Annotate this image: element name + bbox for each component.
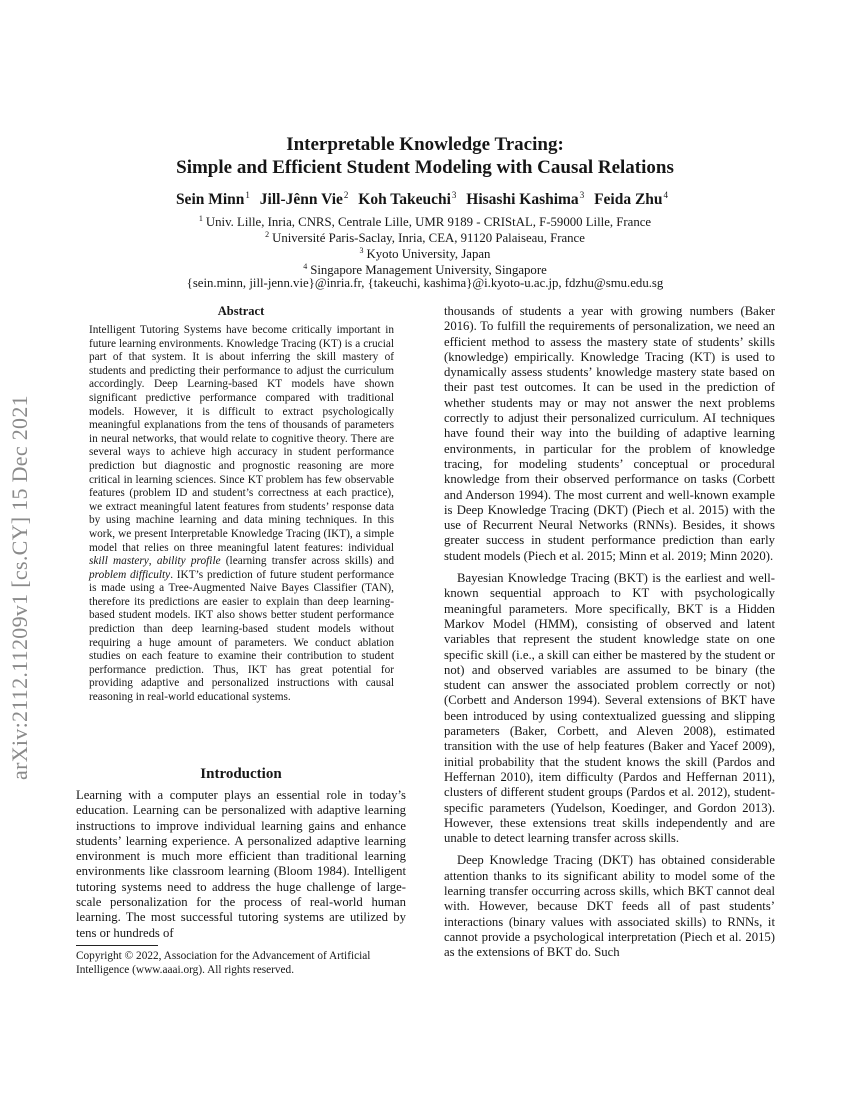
author-mark: 2 — [343, 190, 349, 200]
author-mark: 3 — [579, 190, 585, 200]
paragraph: Bayesian Knowledge Tracing (BKT) is the earliest and well-known sequential approach to KT with psychologically meaningful parameters. More specifically, BKT is a Hidden Markov Model (HMM), consisting of observed and latent variables that represent the student knowledge state on one specific skill (i.e., a skill can either be mastered by the student or not) and observed variables are assumed to be binary (the student can answer the associated problem correctly or not) (Corbett and Anderson 1994). Several extensions of BKT have been introduced by using contextualized guessing and slipping parameters (Baker, Corbett, and Aleven 2008), estimated transition with the use of help features (Baker and Yacef 2009), initial probability that the student knows the skill (Pardos and Heffernan 2010), item difficulty (Pardos and Heffernan 2011), clusters of different student groups (Pardos et al. 2012), student-specific parameters (Yudelson, Koedinger, and Gordon 2013). However, these extensions treat skills independently and are unable to detect learning transfer across skills. — [444, 571, 775, 846]
arxiv-identifier: arXiv:2112.11209v1 [cs.CY] 15 Dec 2021 — [7, 395, 32, 780]
paragraph: Deep Knowledge Tracing (DKT) has obtained considerable attention thanks to its significant ability to model some of the learning transfer occurring across skills, which BKT cannot deal with. However, because DKT feeds all of past students’ interactions (binary values with associated skills) to RNNs, it cannot provide a psychological interpretation (Piech et al. 2015) as the extensions of BKT do. Such — [444, 853, 775, 960]
abstract-text: . IKT’s prediction of future student performance is made using a Tree-Augmented Naive Bayes Classifier (TAN), therefore its predictions are easier to explain than deep learning-based student models. IKT also shows better student performance prediction than deep learning-based student models without requiring a huge amount of parameters. We conduct ablation studies on each feature to examine their contribution to student performance prediction. Thus, IKT has great potential for providing adaptive and personalized instructions with causal reasoning in real-world educational systems. — [89, 568, 394, 704]
footnote-divider — [76, 945, 158, 946]
affiliation-mark: 3 — [359, 246, 364, 255]
paragraph: thousands of students a year with growing numbers (Baker 2016). To fulfill the requirements of personalization, we need an efficient method to assess the mastery state of students’ skills (knowledge) empirically. Knowledge Tracing (KT) is used to dynamically assess students’ knowledge mastery state based on their past test outcomes. It can be used in the prediction of whether students may or may not answer the next problems correctly to adjust their personalized curriculum. AI techniques have found their way into the building of adaptive learning environments, in particular for the problem of knowledge tracing, for modeling students’ conceptual or procedural knowledge from their observed performance on tasks (Corbett and Anderson 1994). The most current and well-known example is Deep Knowledge Tracing (DKT) (Piech et al. 2015) with the use of Recurrent Neural Networks (RNNs). Besides, it shows greater success in student performance prediction than early student models (Piech et al. 2015; Minn et al. 2019; Minn 2020). — [444, 304, 775, 563]
affiliation-text: Université Paris-Saclay, Inria, CEA, 91120 Palaiseau, France — [272, 231, 585, 245]
affiliation-text: Kyoto University, Japan — [366, 247, 491, 261]
abstract-body — [89, 324, 394, 705]
author-mark: 3 — [451, 190, 457, 200]
affiliation-mark: 4 — [303, 262, 308, 271]
author-name: Koh Takeuchi — [358, 191, 451, 208]
author-emails: {sein.minn, jill-jenn.vie}@inria.fr, {takeuchi, kashima}@i.kyoto-u.ac.jp, fdzhu@smu.edu.sg — [186, 276, 664, 290]
abstract-emphasis: skill mastery — [89, 555, 149, 568]
affiliation-mark: 2 — [265, 230, 270, 239]
affiliation-text: Singapore Management University, Singapore — [310, 263, 547, 277]
paragraph: Learning with a computer plays an essential role in today’s education. Learning can be personalized with adaptive learning instructions to improve individual learning gains and enhance students’ learning experience. A personalized adaptive learning environment is much more efficient than traditional learning environments like classroom learning (Bloom 1984). Intelligent tutoring systems need to address the huge challenge of large-scale personalization for the process of real-world human learning. The most successful tutoring systems are utilized by tens or hundreds of — [76, 788, 406, 940]
author-mark: 4 — [663, 190, 669, 200]
author-list — [0, 190, 850, 209]
abstract-heading: Abstract — [217, 304, 265, 318]
paper-title-line-1: Interpretable Knowledge Tracing: — [286, 134, 564, 155]
author-mark: 1 — [245, 190, 250, 200]
author-name: Feida Zhu — [594, 191, 663, 208]
author-name: Sein Minn — [175, 191, 245, 208]
abstract-emphasis: ability profile — [156, 555, 221, 568]
abstract-text: (learning transfer across skills) and — [220, 555, 394, 568]
author-name: Jill-Jênn Vie — [259, 191, 343, 208]
abstract-text: Intelligent Tutoring Systems have become critically important in future learning environments. Knowledge Tracing (KT) is a crucial part of that system. It is about inferring the skill mastery of students and predicting their performance to adjust the curriculum accordingly. Deep Learning-based KT models have shown significant predictive performance compared with traditional models. However, it is difficult to extract psychologically meaningful explanations from the tens of thousands of parameters in neural networks, that would relate to cognitive theory. There are several ways to achieve high accuracy in student performance prediction but diagnostic and prognostic reasoning are more critical in learning sciences. Since KT problem has few observable features (problem ID and student’s correctness at each practice), we extract meaningful latent features from students’ response data by using machine learning and data mining techniques. In this work, we present Interpretable Knowledge Tracing (IKT), a simple model that relies on three meaningful latent features: individual — [89, 324, 394, 554]
author-name: Hisashi Kashima — [466, 191, 579, 208]
introduction-body — [76, 788, 406, 941]
copyright-footnote: Copyright © 2022, Association for the Advancement of Artificial Intelligence (www.aaai.org). All rights reserved. — [76, 950, 371, 976]
affiliation-mark: 1 — [198, 214, 203, 223]
abstract-text: , — [148, 555, 157, 568]
affiliation-text: Univ. Lille, Inria, CNRS, Centrale Lille, UMR 9189 - CRIStAL, F-59000 Lille, France — [205, 215, 652, 229]
introduction-heading: Introduction — [200, 766, 282, 782]
abstract-emphasis: problem difficulty — [89, 568, 171, 581]
right-column-body — [444, 304, 775, 967]
paper-title-line-2: Simple and Efficient Student Modeling with Causal Relations — [176, 157, 674, 178]
